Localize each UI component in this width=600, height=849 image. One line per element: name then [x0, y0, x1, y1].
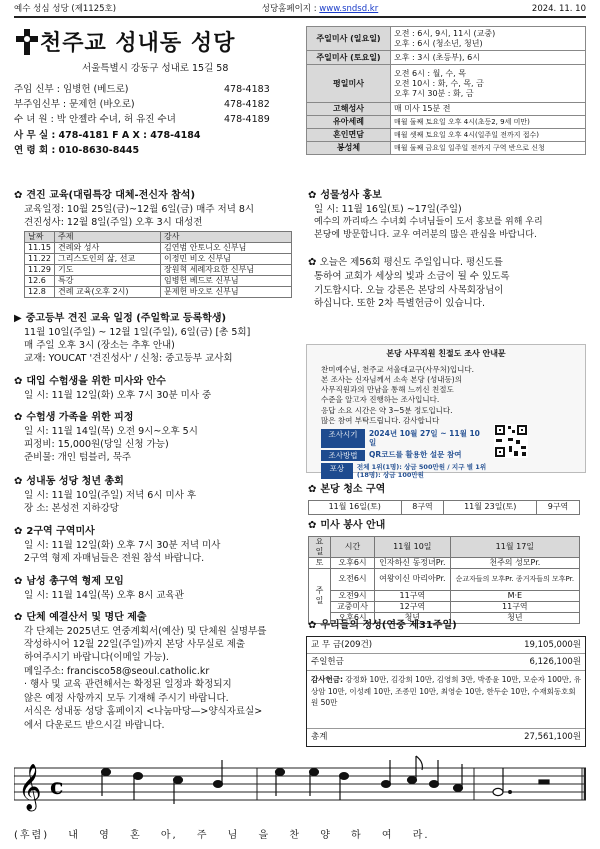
- section-line: 하여주시기 바랍니다(이메일 가능).: [24, 652, 169, 664]
- survey-tag: 조사방법: [321, 450, 365, 461]
- homepage-line: [214, 4, 426, 15]
- table-row: 주일 오전6시 여왕이신 마리아Pr. 순교자들의 모후Pr. 종거자들의 모후Pr.: [309, 568, 580, 590]
- staff-name: 사 무 실 : 478-4181 F A X : 478-4184: [14, 129, 201, 141]
- section-line: 않은 예정 사항까지 모두 기재해 주시기 바랍니다.: [24, 692, 229, 704]
- section-title: ✿ 견진 교육(대림특강 대체-전신자 참석): [14, 190, 196, 201]
- section-line: 매 주일 오후 3시 (장소는 추후 안내): [24, 339, 175, 351]
- qr-code-icon[interactable]: [494, 424, 528, 458]
- section-line: 11월 10일(주일) ~ 12월 1일(주일), 6일(금) [총 5회]: [24, 326, 251, 338]
- table-header-row: 날짜 주제 강사: [25, 232, 292, 243]
- section-line: 본당에 방문합니다. 교우 여러분의 많은 관심을 바랍니다.: [314, 229, 537, 240]
- staff-phone: 478-4182: [224, 99, 270, 110]
- table-row: [307, 65, 586, 103]
- mass-value: 오후 : 3시 (초등부), 6시: [391, 51, 586, 65]
- section-title: ✿ 본당 청소 구역: [308, 484, 386, 495]
- section-title: ✿ 미사 봉사 안내: [308, 520, 386, 531]
- section-title: ✿ 단체 예결산서 및 명단 제출: [14, 612, 147, 623]
- table-row: 교중미사 12구역 11구역: [309, 601, 580, 612]
- mass-value: 오전 6시 : 월, 수, 목 오전 10시 : 화, 수, 목, 금 오후 7시 30분 : 화, 금: [391, 65, 586, 103]
- staff-name: 수 녀 원 : 박 안젤라 수녀, 허 유진 수녀: [14, 114, 176, 126]
- section-line: 2구역 형제 자매님들은 전원 참석 바랍니다.: [24, 552, 205, 564]
- staff-row: [14, 143, 304, 158]
- church-address: 서울특별시 강동구 성내로 15길 58: [82, 63, 229, 74]
- mass-schedule-table: [306, 26, 586, 155]
- section-line: 메일주소: francisco58@seoul.catholic.kr: [24, 665, 210, 677]
- staff-row: [14, 113, 304, 128]
- svg-text:c: c: [50, 774, 64, 800]
- mass-value: 매 미사 15분 전: [391, 103, 586, 116]
- table-row: [307, 129, 586, 142]
- staff-phone: 478-4183: [224, 83, 270, 95]
- section-line: ✿ 오늘은 제56회 평신도 주일입니다. 평신도를: [308, 257, 503, 268]
- staff-name: 연 령 회 : 010-8630-8445: [14, 144, 140, 156]
- staff-name: 주임 신부 : 임병헌 (베드로): [14, 83, 129, 95]
- mass-value: 매월 셋째 토요일 오후 4시(일주일 전까지 접수): [391, 129, 586, 142]
- offering-thanks: 감사헌금: 강정화 10만, 김강희 10만, 김영희 3만, 박종윤 10만, 모순자 100만, 유상암 10만, 이성례 10만, 조종민 10만, 최영순 10만, 한두순 10만, 수재회동호회원 50만: [307, 671, 585, 729]
- treble-clef-icon: 𝄞: [18, 764, 42, 810]
- survey-value: QR코드를 활용한 설문 참여: [369, 449, 462, 459]
- flower-icon: ✿: [14, 526, 23, 537]
- section-line: · 행사 및 교육 관련해서는 확정된 일정과 확정되지: [24, 679, 232, 691]
- homepage-link[interactable]: www.sndsd.kr: [319, 3, 379, 14]
- section-title: ✿ 2구역 구역미사: [14, 526, 95, 537]
- section-youth: [14, 476, 302, 515]
- flower-icon: ✿: [14, 576, 23, 587]
- survey-title: 본당 사무직원 친절도 조사 안내문: [386, 349, 506, 358]
- offering-row: 교 무 금(209건) 19,105,000원: [307, 637, 585, 654]
- section-line: 일 시: 11월 10일(주일) 저녁 6시 미사 후: [24, 489, 197, 501]
- table-row: 11.22 그리스도인의 삶, 선교 이정민 비오 신부님: [25, 254, 292, 265]
- mass-value: 매월 둘째 금요일 일주일 전까지 구역 반으로 신청: [391, 142, 586, 155]
- staff-name: 부주임신부 : 문제헌 (바오로): [14, 99, 135, 110]
- offering-row: 총계 27,561,100원: [311, 732, 581, 743]
- staff-row: [14, 128, 304, 143]
- section-title: ✿ 성물성사 홍보: [308, 190, 382, 201]
- survey-notice: [306, 344, 586, 479]
- flower-icon: ✿: [308, 520, 317, 531]
- section-line: 통하여 교회가 세상의 빛과 소금이 될 수 있도록: [314, 271, 510, 283]
- flower-icon: ✿: [14, 376, 23, 387]
- mass-label: 평일미사: [307, 65, 391, 103]
- section-lectors: [308, 520, 586, 624]
- mass-value: 매월 둘째 토요일 오후 4시(초등2, 9세 미만): [391, 116, 586, 129]
- flower-icon: ✿: [14, 476, 23, 487]
- page-title: 천주교 성내동 성당: [40, 31, 236, 56]
- mass-label: 주일미사 (일요일): [307, 27, 391, 51]
- section-line: 일 시: 11월 14일(목) 오전 9시~오후 5시: [24, 425, 198, 437]
- section-line: 작성하시어 12월 22일(주일)까지 본당 사무실로 제출: [24, 638, 246, 650]
- lectors-table: [308, 536, 580, 624]
- table-row: 11.29 기도 장원혁 세례자요한 신부님: [25, 265, 292, 276]
- staff-list: [14, 82, 304, 158]
- staff-phone: 478-4189: [224, 114, 270, 126]
- section-groups: [14, 612, 302, 732]
- issue-date: 2024. 11. 10: [531, 3, 586, 14]
- table-row: 오후6시 청년 청년: [309, 612, 580, 623]
- section-line: 교육일정: 10월 25일(금)~12월 6일(금) 매주 저녁 8시: [24, 203, 255, 215]
- section-relic: [308, 190, 586, 242]
- table-row: [307, 27, 586, 51]
- section-line: 각 단체는 2025년도 연중계획서(예산) 및 단체원 실명부를: [24, 625, 267, 637]
- section-cleaning: [308, 484, 586, 515]
- mass-label: 주일미사 (토요일): [307, 51, 391, 65]
- section-title: ✿ 수험생 가족을 위한 피정: [14, 412, 134, 423]
- flower-icon: ✿: [308, 620, 317, 631]
- section-men: [14, 576, 302, 602]
- section-line: 기도합시다. 오늘 강론은 본당의 사목회장님이: [314, 284, 504, 296]
- section-line: 에서 다운로드 받으시길 바랍니다.: [24, 719, 165, 731]
- offering-box: [306, 636, 586, 747]
- section-offering-title: [308, 620, 586, 633]
- section-catechism: [14, 190, 302, 298]
- flower-icon: ✿: [14, 412, 23, 423]
- table-row: [307, 51, 586, 65]
- table-row: [307, 103, 586, 116]
- section-line: 일 시: 11월 14일(목) 오후 8시 교육관: [24, 589, 184, 601]
- section-line: 일 시: 11월 12일(화) 오후 7시 30분 저녁 미사: [24, 539, 221, 551]
- mass-value: 오전 : 6시, 9시, 11시 (교중) 오후 : 6시 (청소년, 청년): [391, 27, 586, 51]
- section-laity-sunday: [308, 256, 586, 311]
- flower-icon: ✿: [308, 190, 317, 201]
- offering-row: 주일헌금 6,126,100원: [307, 654, 585, 671]
- issue-number: 예수 성심 성당 (제1125호): [14, 3, 117, 14]
- section-line: 일 시: 11월 12일(화) 오후 7시 30분 미사 중: [24, 389, 212, 401]
- section-title: ▶ 중고등부 견진 교육 일정 (주일학교 등록학생): [14, 313, 227, 324]
- section-line: 서식은 성내동 성당 홈페이지 <나눔마당—>양식자료실>: [24, 706, 263, 718]
- table-row: [307, 142, 586, 155]
- table-row: 11.15 견례와 성사 김연범 안토니오 신부님: [25, 243, 292, 254]
- survey-body: 찬미예수님, 천주교 서울대교구(사무처)입니다. 본 조사는 신자님께서 소속 본당 (성내동)의 사무직원과의 만남을 통해 느끼신 친절도 수준을 알고자 진행하는 조사입니다. 응답 소요 시간은 약 3~5분 정도입니다. 많은 참여 부탁드립니다. 감사합니다: [321, 365, 475, 425]
- section-district: [14, 526, 302, 565]
- survey-value: 2024년 10월 27일 ~ 11월 10일: [368, 428, 480, 448]
- table-header-row: 요일 시간 11월 10일 11월 17일: [309, 536, 580, 557]
- section-line: 교재: YOUCAT '견진성사' / 신청: 중고등부 교사회: [24, 353, 233, 365]
- triangle-icon: ▶: [14, 313, 22, 324]
- survey-value: 전체 1위(1명): 상금 500만원 / 지구 별 1위(18명): 상금 100만원: [356, 462, 487, 479]
- table-row: [307, 116, 586, 129]
- section-title: ✿ 우리들의 정성(연중 제31주일): [308, 620, 457, 631]
- section-title: ✿ 대입 수험생을 위한 미사와 안수: [14, 376, 166, 387]
- section-title: ✿ 성내동 성당 청년 총회: [14, 476, 124, 487]
- flower-icon: ✿: [14, 190, 23, 201]
- survey-rows: [307, 426, 497, 479]
- section-line: 견진성사: 12월 8일(주일) 오후 3시 대성전: [24, 216, 203, 228]
- section-line: 장 소: 본성전 지하강당: [24, 502, 119, 514]
- table-row: 11월 16일(토) 8구역 11월 23일(토) 9구역: [309, 500, 580, 514]
- hymn-lyrics: (후렴) 내 영 혼 아, 주 님 을 찬 양 하 여 라.: [14, 830, 430, 841]
- mass-label: 유아세례: [307, 116, 391, 129]
- catechism-table: [24, 231, 292, 298]
- table-row: 12.6 특강 임병헌 베드로 신부님: [25, 276, 292, 287]
- section-title: ✿ 남성 총구역 형제 모임: [14, 576, 124, 587]
- section-line: 하십니다. 또한 2차 특별헌금이 있습니다.: [314, 298, 485, 310]
- section-line: 피정비: 15,000원(당일 신청 가능): [24, 438, 169, 450]
- section-line: 일 시: 11월 16일(토) ~17일(주일): [314, 203, 462, 215]
- homepage-label: 성당홈페이지 :: [261, 3, 320, 14]
- section-line: 준비물: 개인 텀블러, 묵주: [24, 452, 132, 464]
- cleaning-table: [308, 500, 580, 515]
- mass-label: 봉성체: [307, 142, 391, 155]
- table-row: 12.8 견례 교육(오후 2시) 문제헌 바오로 신부님: [25, 287, 292, 298]
- flower-icon: ✿: [14, 612, 23, 623]
- flower-icon: ✿: [308, 484, 317, 495]
- staff-row: [14, 97, 304, 112]
- table-row: 오전9시 11구역 M·E: [309, 590, 580, 601]
- issue-header: [14, 2, 586, 18]
- mass-label: 혼인면담: [307, 129, 391, 142]
- section-retreat: [14, 412, 302, 465]
- table-row: 토 오후6시 인자하신 동정녀Pr. 천주의 성모Pr.: [309, 557, 580, 568]
- hymn-staff: [14, 744, 586, 824]
- section-line: 예수의 까리따스 수녀회 수녀님들이 도서 홍보를 위해 우리: [314, 216, 543, 227]
- staff-row: [14, 82, 304, 97]
- flower-icon: ✿: [308, 257, 320, 268]
- survey-tag: 조사시기: [321, 429, 365, 448]
- section-middle: [14, 313, 302, 366]
- church-logo-icon: [14, 28, 40, 56]
- mass-label: 고해성사: [307, 103, 391, 116]
- music-notes: [102, 756, 550, 804]
- section-college: [14, 376, 302, 402]
- survey-tag: 포상: [321, 463, 353, 479]
